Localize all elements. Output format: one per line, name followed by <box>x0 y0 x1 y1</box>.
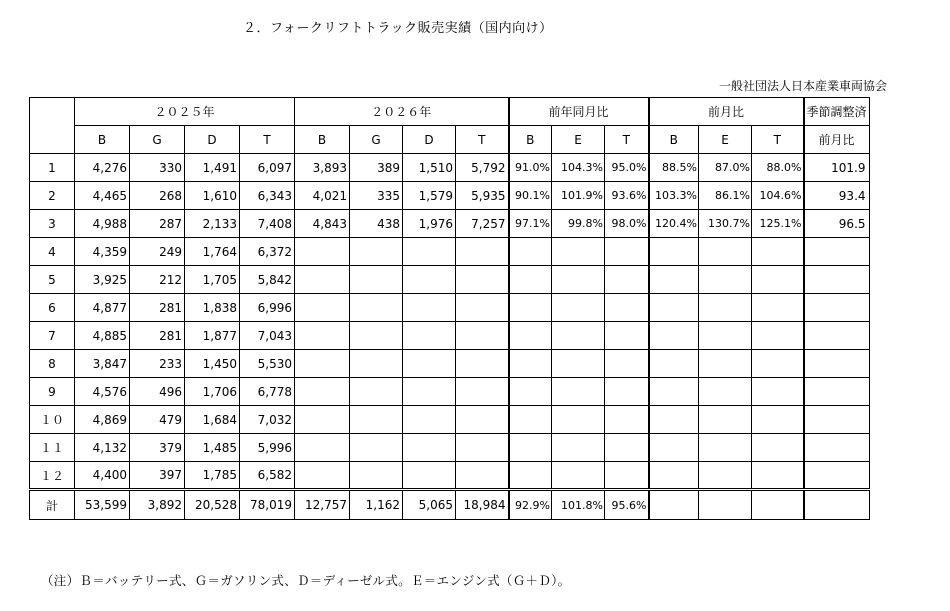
value-2025: 3,847 <box>75 350 130 378</box>
value-mom <box>699 350 752 378</box>
value-2026: 438 <box>350 210 403 238</box>
value-yoy <box>605 238 649 266</box>
value-2026 <box>456 322 509 350</box>
header-mom: 前月比 <box>649 98 804 126</box>
value-seasonal: 101.9 <box>804 154 870 182</box>
value-2025: 281 <box>130 294 185 322</box>
value-mom <box>699 294 752 322</box>
value-2025: 6,097 <box>240 154 295 182</box>
value-2025: 3,892 <box>130 490 185 520</box>
value-2025: 479 <box>130 406 185 434</box>
value-2026: 1,976 <box>403 210 456 238</box>
value-mom <box>699 406 752 434</box>
col-header: T <box>456 126 509 154</box>
value-2025: 78,019 <box>240 490 295 520</box>
value-mom <box>752 350 804 378</box>
value-2026 <box>403 434 456 462</box>
value-2026 <box>403 406 456 434</box>
value-2025: 281 <box>130 322 185 350</box>
value-mom: 125.1% <box>752 210 804 238</box>
value-mom <box>649 266 699 294</box>
value-2026 <box>295 322 350 350</box>
value-2025: 7,032 <box>240 406 295 434</box>
value-2025: 4,400 <box>75 462 130 490</box>
table-row <box>30 210 870 238</box>
value-2025: 6,372 <box>240 238 295 266</box>
table-row <box>30 378 870 406</box>
col-header: T <box>752 126 804 154</box>
table-row <box>30 322 870 350</box>
month-label: 2 <box>30 182 75 210</box>
value-2026 <box>295 266 350 294</box>
col-header: D <box>185 126 240 154</box>
month-label: 1 <box>30 154 75 182</box>
table-row <box>30 350 870 378</box>
total-row <box>30 490 870 520</box>
value-2026: 4,843 <box>295 210 350 238</box>
value-yoy <box>509 462 552 490</box>
value-2026 <box>456 378 509 406</box>
value-2026 <box>403 350 456 378</box>
value-seasonal <box>804 322 870 350</box>
table-row <box>30 434 870 462</box>
table-row <box>30 294 870 322</box>
value-yoy <box>605 406 649 434</box>
value-seasonal <box>804 350 870 378</box>
value-2026: 7,257 <box>456 210 509 238</box>
col-header: D <box>403 126 456 154</box>
value-yoy: 92.9% <box>509 490 552 520</box>
value-2025: 4,869 <box>75 406 130 434</box>
value-2026 <box>295 238 350 266</box>
value-2025: 330 <box>130 154 185 182</box>
value-2026 <box>350 434 403 462</box>
value-2025: 1,785 <box>185 462 240 490</box>
value-mom <box>752 322 804 350</box>
value-2026 <box>295 434 350 462</box>
col-header: T <box>605 126 649 154</box>
value-2026: 3,893 <box>295 154 350 182</box>
value-yoy <box>605 434 649 462</box>
value-2025: 1,491 <box>185 154 240 182</box>
value-2025: 1,764 <box>185 238 240 266</box>
value-seasonal <box>804 238 870 266</box>
value-mom <box>699 462 752 490</box>
value-2026 <box>456 266 509 294</box>
col-header: B <box>649 126 699 154</box>
value-2026 <box>403 266 456 294</box>
value-2026 <box>456 406 509 434</box>
value-yoy <box>605 322 649 350</box>
table-row <box>30 182 870 210</box>
value-mom: 120.4% <box>649 210 699 238</box>
value-2026: 12,757 <box>295 490 350 520</box>
value-2026 <box>295 462 350 490</box>
value-2025: 5,530 <box>240 350 295 378</box>
value-mom: 88.0% <box>752 154 804 182</box>
value-2026 <box>456 238 509 266</box>
value-2025: 6,996 <box>240 294 295 322</box>
value-seasonal: 96.5 <box>804 210 870 238</box>
value-2025: 20,528 <box>185 490 240 520</box>
value-yoy <box>605 378 649 406</box>
value-mom: 86.1% <box>699 182 752 210</box>
value-yoy <box>552 434 605 462</box>
value-yoy <box>509 322 552 350</box>
value-2026: 1,162 <box>350 490 403 520</box>
value-seasonal: 93.4 <box>804 182 870 210</box>
value-mom <box>649 434 699 462</box>
value-2026 <box>295 406 350 434</box>
value-yoy <box>605 294 649 322</box>
value-seasonal <box>804 266 870 294</box>
value-mom <box>699 238 752 266</box>
value-2025: 4,877 <box>75 294 130 322</box>
value-mom <box>752 434 804 462</box>
value-2025: 4,576 <box>75 378 130 406</box>
header-yoy: 前年同月比 <box>509 98 649 126</box>
value-2025: 4,988 <box>75 210 130 238</box>
value-2025: 7,408 <box>240 210 295 238</box>
value-mom <box>649 406 699 434</box>
value-yoy <box>509 238 552 266</box>
value-seasonal <box>804 490 870 520</box>
value-2025: 249 <box>130 238 185 266</box>
value-2025: 268 <box>130 182 185 210</box>
value-seasonal <box>804 378 870 406</box>
organization-name: 一般社団法人日本産業車両協会 <box>718 79 887 93</box>
value-2025: 4,885 <box>75 322 130 350</box>
value-yoy: 99.8% <box>552 210 605 238</box>
value-yoy: 93.6% <box>605 182 649 210</box>
value-mom: 88.5% <box>649 154 699 182</box>
value-2025: 1,877 <box>185 322 240 350</box>
value-yoy <box>605 266 649 294</box>
col-header: B <box>295 126 350 154</box>
value-seasonal <box>804 294 870 322</box>
value-yoy <box>605 462 649 490</box>
value-2026: 335 <box>350 182 403 210</box>
value-2025: 1,684 <box>185 406 240 434</box>
value-mom <box>649 490 699 520</box>
value-2026 <box>456 350 509 378</box>
value-2026 <box>456 462 509 490</box>
month-label: 3 <box>30 210 75 238</box>
value-2025: 1,705 <box>185 266 240 294</box>
value-yoy <box>552 294 605 322</box>
value-2026: 5,065 <box>403 490 456 520</box>
value-yoy: 91.0% <box>509 154 552 182</box>
value-2025: 379 <box>130 434 185 462</box>
value-2025: 4,132 <box>75 434 130 462</box>
footnote: （注）Ｂ＝バッテリー式、Ｇ＝ガソリン式、Ｄ＝ディーゼル式。Ｅ＝エンジン式（Ｇ＋Ｄ）。 <box>41 573 571 588</box>
value-mom <box>752 266 804 294</box>
value-yoy: 104.3% <box>552 154 605 182</box>
value-mom: 130.7% <box>699 210 752 238</box>
value-2025: 4,465 <box>75 182 130 210</box>
value-yoy <box>509 406 552 434</box>
value-yoy: 101.8% <box>552 490 605 520</box>
value-yoy: 90.1% <box>509 182 552 210</box>
value-2026 <box>350 350 403 378</box>
total-label: 計 <box>30 490 75 520</box>
value-2025: 1,838 <box>185 294 240 322</box>
table-row <box>30 154 870 182</box>
value-2025: 6,778 <box>240 378 295 406</box>
value-2026 <box>403 238 456 266</box>
month-label: 6 <box>30 294 75 322</box>
value-mom <box>752 238 804 266</box>
col-header: B <box>509 126 552 154</box>
month-label: 8 <box>30 350 75 378</box>
value-mom <box>752 294 804 322</box>
value-2025: 397 <box>130 462 185 490</box>
page-title: ２．フォークリフトトラック販売実績（国内向け） <box>243 21 553 36</box>
header-2026: ２０２６年 <box>295 98 509 126</box>
value-2025: 4,276 <box>75 154 130 182</box>
value-mom <box>649 294 699 322</box>
value-yoy <box>552 322 605 350</box>
col-header: E <box>552 126 605 154</box>
value-yoy <box>605 350 649 378</box>
value-mom <box>699 490 752 520</box>
col-header: T <box>240 126 295 154</box>
value-yoy <box>552 266 605 294</box>
value-2026 <box>350 406 403 434</box>
value-mom <box>649 322 699 350</box>
value-seasonal <box>804 434 870 462</box>
col-header: G <box>130 126 185 154</box>
month-label: １２ <box>30 462 75 490</box>
value-mom <box>699 266 752 294</box>
value-mom <box>649 378 699 406</box>
value-yoy: 97.1% <box>509 210 552 238</box>
table-row <box>30 238 870 266</box>
month-label: 4 <box>30 238 75 266</box>
value-2026 <box>350 294 403 322</box>
value-mom: 103.3% <box>649 182 699 210</box>
value-2026: 5,935 <box>456 182 509 210</box>
value-2026 <box>295 294 350 322</box>
value-2026 <box>295 378 350 406</box>
month-label: １０ <box>30 406 75 434</box>
value-mom <box>752 462 804 490</box>
value-mom: 87.0% <box>699 154 752 182</box>
value-mom <box>649 238 699 266</box>
value-yoy: 95.0% <box>605 154 649 182</box>
header-2025: ２０２５年 <box>75 98 295 126</box>
value-2026 <box>456 434 509 462</box>
value-2025: 7,043 <box>240 322 295 350</box>
value-2026 <box>350 322 403 350</box>
value-mom <box>649 350 699 378</box>
value-2026 <box>456 294 509 322</box>
value-2025: 5,996 <box>240 434 295 462</box>
value-2026 <box>350 378 403 406</box>
table-row <box>30 462 870 490</box>
value-2026: 389 <box>350 154 403 182</box>
value-yoy <box>509 294 552 322</box>
value-yoy: 98.0% <box>605 210 649 238</box>
value-mom <box>699 434 752 462</box>
value-yoy <box>509 434 552 462</box>
value-2025: 6,343 <box>240 182 295 210</box>
value-yoy <box>552 350 605 378</box>
value-2025: 1,610 <box>185 182 240 210</box>
value-mom <box>752 378 804 406</box>
value-2026 <box>295 350 350 378</box>
table-row <box>30 266 870 294</box>
value-mom <box>752 490 804 520</box>
value-2026: 1,579 <box>403 182 456 210</box>
value-yoy <box>552 462 605 490</box>
value-yoy <box>509 378 552 406</box>
value-2025: 4,359 <box>75 238 130 266</box>
value-2025: 1,485 <box>185 434 240 462</box>
value-2026 <box>403 294 456 322</box>
corner-cell <box>30 98 75 154</box>
value-mom <box>649 462 699 490</box>
value-seasonal <box>804 406 870 434</box>
value-mom <box>699 378 752 406</box>
col-header: B <box>75 126 130 154</box>
value-2025: 233 <box>130 350 185 378</box>
value-2026 <box>403 462 456 490</box>
value-yoy <box>509 266 552 294</box>
value-mom <box>699 322 752 350</box>
value-yoy: 101.9% <box>552 182 605 210</box>
month-label: １１ <box>30 434 75 462</box>
value-mom <box>752 406 804 434</box>
value-2026: 5,792 <box>456 154 509 182</box>
value-yoy <box>552 406 605 434</box>
value-2025: 2,133 <box>185 210 240 238</box>
value-2025: 6,582 <box>240 462 295 490</box>
header-seasonal: 季節調整済 <box>804 98 870 126</box>
value-2025: 496 <box>130 378 185 406</box>
value-2025: 1,450 <box>185 350 240 378</box>
col-header: G <box>350 126 403 154</box>
value-2025: 3,925 <box>75 266 130 294</box>
value-2025: 212 <box>130 266 185 294</box>
value-2026: 18,984 <box>456 490 509 520</box>
table-row <box>30 406 870 434</box>
value-2026 <box>350 266 403 294</box>
sales-table <box>29 97 870 520</box>
value-seasonal <box>804 462 870 490</box>
value-2026: 1,510 <box>403 154 456 182</box>
value-mom: 104.6% <box>752 182 804 210</box>
value-yoy: 95.6% <box>605 490 649 520</box>
value-2025: 287 <box>130 210 185 238</box>
value-2025: 5,842 <box>240 266 295 294</box>
month-label: 5 <box>30 266 75 294</box>
value-2026 <box>350 462 403 490</box>
value-yoy <box>509 350 552 378</box>
value-yoy <box>552 238 605 266</box>
month-label: 7 <box>30 322 75 350</box>
value-2026 <box>403 378 456 406</box>
value-2025: 1,706 <box>185 378 240 406</box>
value-2026 <box>350 238 403 266</box>
month-label: 9 <box>30 378 75 406</box>
value-2026: 4,021 <box>295 182 350 210</box>
value-2026 <box>403 322 456 350</box>
col-header: 前月比 <box>804 126 870 154</box>
value-2025: 53,599 <box>75 490 130 520</box>
col-header: E <box>699 126 752 154</box>
value-yoy <box>552 378 605 406</box>
